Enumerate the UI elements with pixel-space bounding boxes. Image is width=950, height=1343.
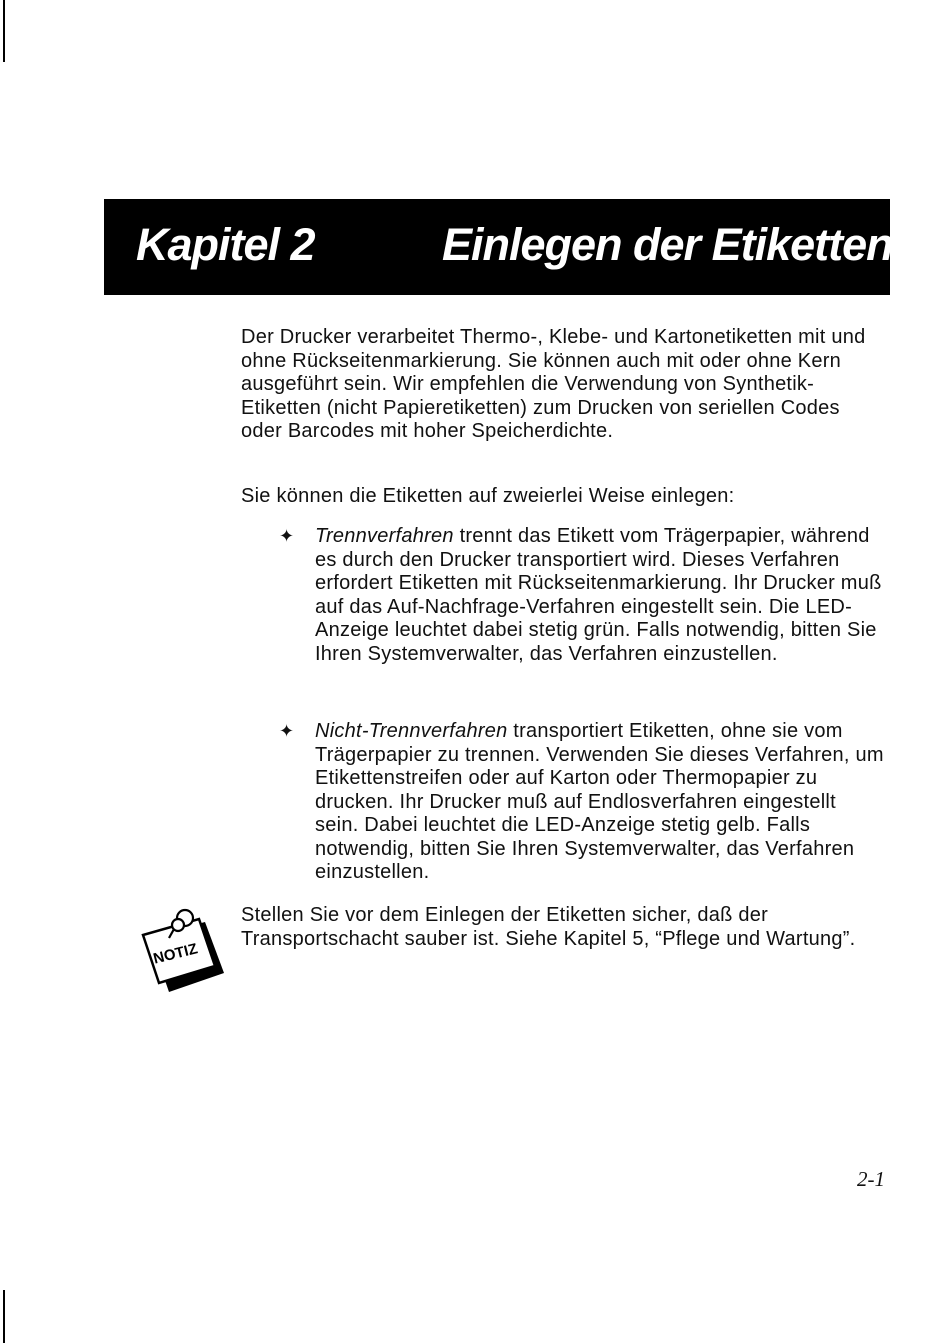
note-pushpin-icon [138, 903, 228, 998]
bullet-term: Trennverfahren [315, 525, 454, 547]
bullet-star-icon: ✦ [279, 526, 295, 546]
bullet-item-nicht-trennverfahren [279, 720, 885, 885]
crop-mark-top [3, 0, 5, 62]
page-number: 2-1 [857, 1167, 885, 1191]
bullet-term: Nicht-Trennverfahren [315, 720, 508, 742]
bullet-star-icon: ✦ [279, 721, 295, 741]
chapter-title: Einlegen der Etiketten [442, 219, 893, 270]
note-text: Stellen Sie vor dem Einlegen der Etiketten sicher, daß der Transportschacht sauber ist. Siehe Kapitel 5, “Pflege und Wartung”. [241, 904, 856, 950]
chapter-banner [104, 199, 893, 295]
bullet-text: transportiert Etiketten, ohne sie vom Trägerpapier zu trennen. Verwenden Sie dieses Verfahren, um Etikettenstreifen oder auf Karton oder Thermopapier zu drucken. Ihr Drucker muß auf Endlosverfahren eingestellt sein. Dabei leuchtet die LED-Anzeige stetig gelb. Falls notwendig, bitten Sie Ihren Systemverwalter, das Verfahren einzustellen. [315, 720, 884, 883]
note-icon-label: NOTIZ [151, 940, 200, 968]
intro-paragraph: Der Drucker verarbeitet Thermo-, Klebe- und Kartonetiketten mit und ohne Rückseitenmarkierung. Sie können auch mit oder ohne Kern ausgeführt sein. Wir empfehlen die Verwendung von Synthetik-Etiketten (nicht Papieretiketten) zum Drucken von seriellen Codes oder Barcodes mit hoher Speicherdichte. [241, 326, 866, 442]
bullet-item-trennverfahren [279, 525, 885, 666]
chapter-label: Kapitel 2 [136, 219, 315, 270]
bullet-text: trennt das Etikett vom Trägerpapier, während es durch den Drucker transportiert wird. Dieses Verfahren erfordert Etiketten mit Rückseitenmarkierung. Ihr Drucker muß auf das Auf-Nachfrage-Verfahren eingestellt sein. Die LED-Anzeige leuchtet dabei stetig grün. Falls notwendig, bitten Sie Ihren Systemverwalter, das Verfahren einzustellen. [315, 525, 882, 665]
methods-intro-paragraph: Sie können die Etiketten auf zweierlei Weise einlegen: [241, 485, 735, 507]
crop-mark-bottom [3, 1290, 5, 1343]
